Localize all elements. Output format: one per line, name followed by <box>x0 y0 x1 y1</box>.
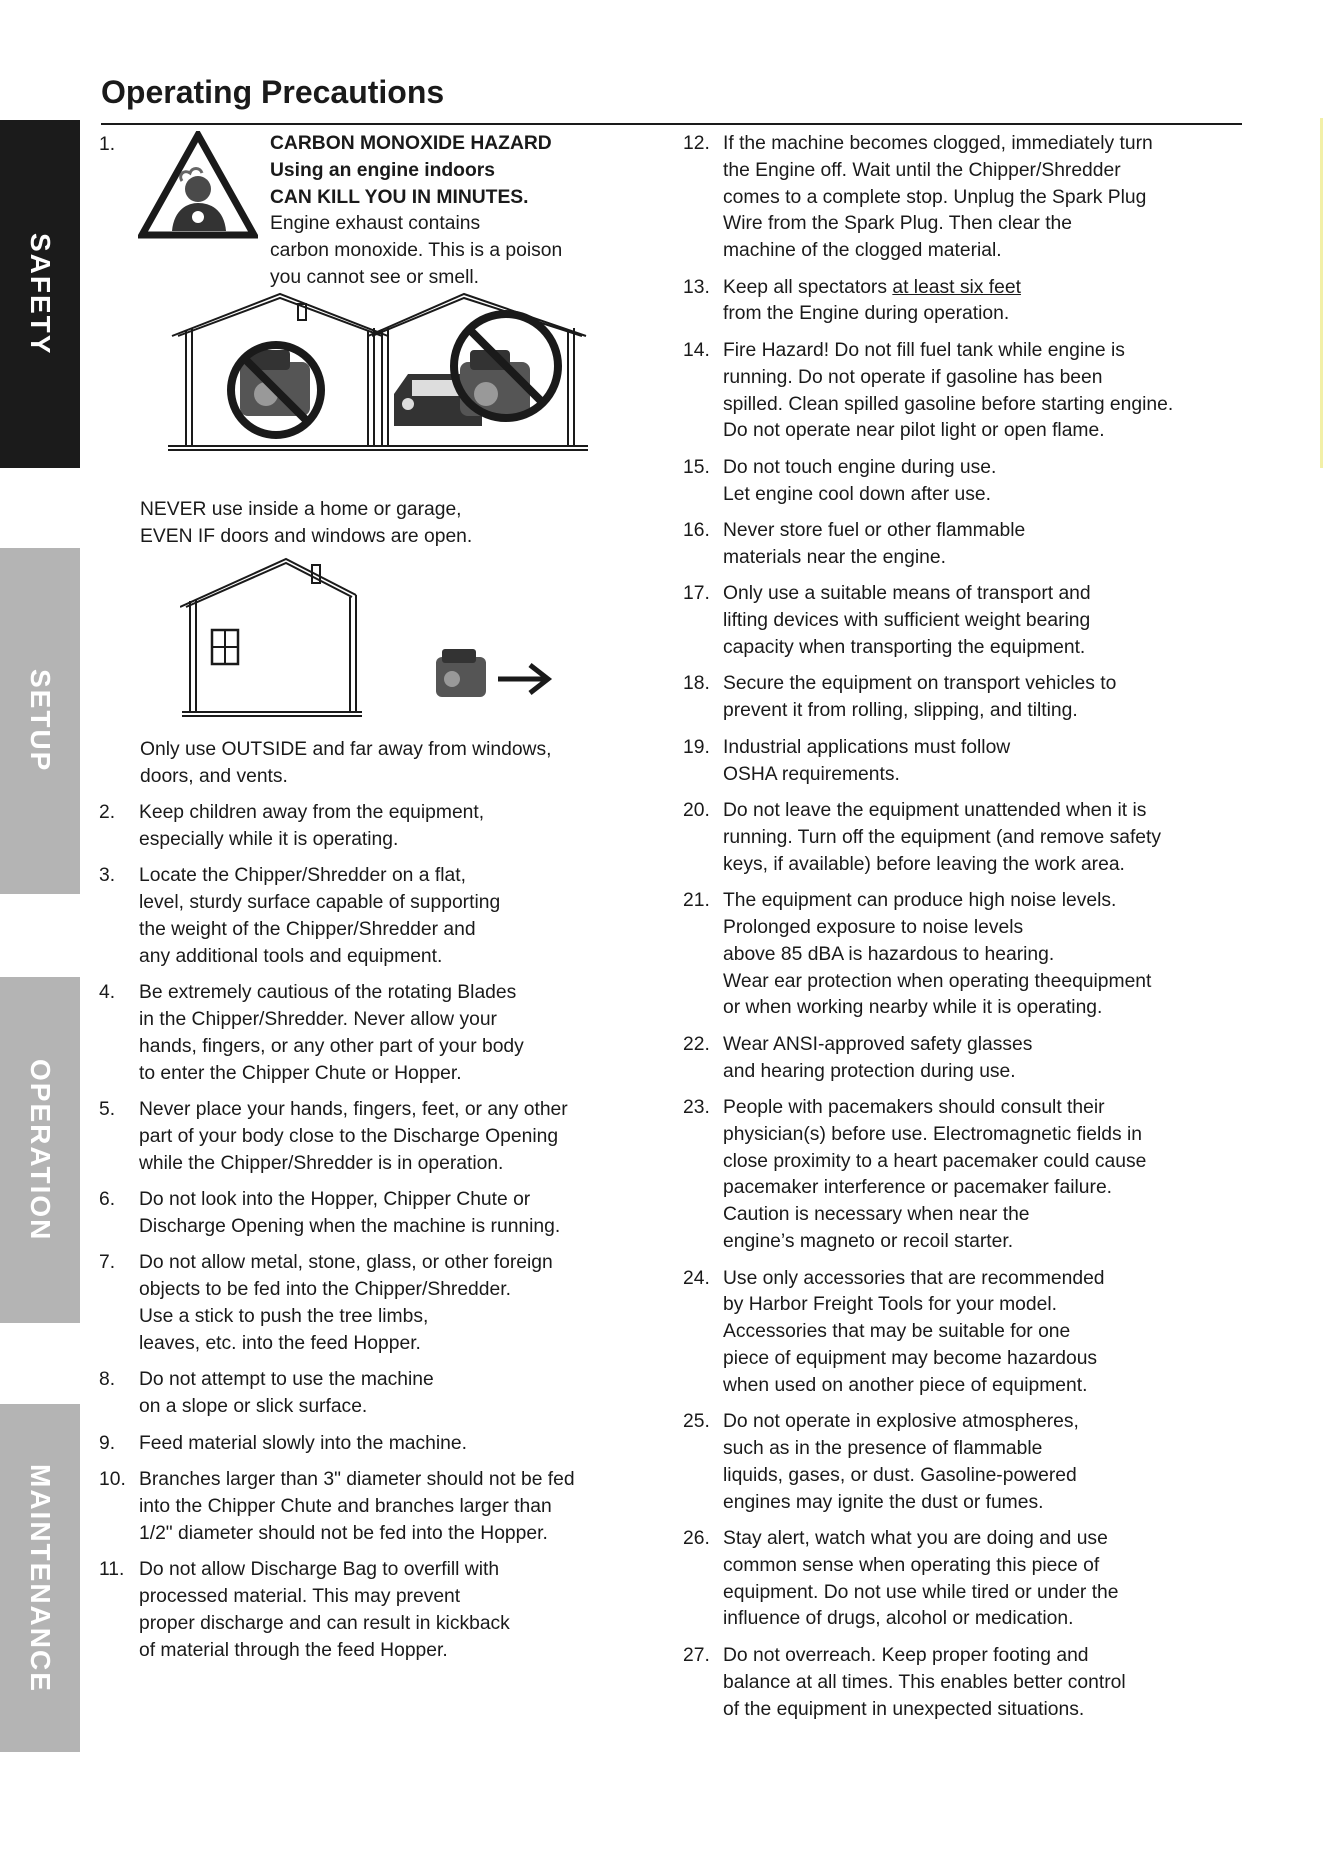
list-item <box>99 1187 659 1241</box>
item-number: 22. <box>683 1033 710 1055</box>
tab-safety <box>0 120 80 468</box>
item-line: piece of equipment may become hazardous <box>723 1347 1098 1369</box>
item-line: by Harbor Freight Tools for your model. <box>723 1294 1057 1316</box>
item-line: in the Chipper/Shredder. Never allow your <box>139 1008 497 1030</box>
list-item <box>683 1266 1243 1400</box>
item-line: physician(s) before use. Electromagnetic fields in <box>723 1123 1143 1145</box>
item-line: leaves, etc. into the feed Hopper. <box>139 1332 421 1354</box>
list-item <box>683 735 1243 789</box>
item-line: while the Chipper/Shredder is in operation. <box>139 1152 504 1174</box>
item-line: Accessories that may be suitable for one <box>723 1321 1071 1343</box>
list-item <box>683 1526 1243 1633</box>
list-item <box>683 518 1243 572</box>
hazard-body-line: carbon monoxide. This is a poison <box>270 240 563 262</box>
item-line: pacemaker interference or pacemaker failure. <box>723 1177 1113 1199</box>
item-line: on a slope or slick surface. <box>139 1396 368 1418</box>
tab-maintenance <box>0 1404 80 1752</box>
item-number: 19. <box>683 736 710 758</box>
list-item <box>683 1409 1243 1516</box>
item-line: Locate the Chipper/Shredder on a flat, <box>139 865 466 887</box>
list-item <box>683 131 1243 265</box>
never-indoors-caption <box>140 497 472 551</box>
item-line: The equipment can produce high noise levels. <box>723 890 1117 912</box>
item-line: If the machine becomes clogged, immediately turn <box>723 133 1153 154</box>
item-line: Feed material slowly into the machine. <box>139 1432 467 1454</box>
item-number: 24. <box>683 1267 710 1289</box>
item-line: level, sturdy surface capable of supporting <box>139 892 501 914</box>
item-line: Never place your hands, fingers, feet, or any other <box>139 1099 568 1121</box>
item-number: 13. <box>683 276 710 298</box>
title-rule <box>101 123 1242 125</box>
item-number: 9. <box>99 1432 116 1454</box>
item-line-text: Keep all spectators <box>723 276 893 298</box>
item-number: 2. <box>99 802 116 823</box>
left-precautions-list <box>99 800 659 1674</box>
list-item <box>683 1032 1243 1086</box>
hazard-heading: CARBON MONOXIDE HAZARD <box>270 133 552 154</box>
item-line: running. Turn off the equipment (and remove safety <box>723 826 1162 848</box>
tab-operation <box>0 977 80 1323</box>
item-number: 4. <box>99 982 116 1004</box>
caption-line: doors, and vents. <box>140 765 288 787</box>
item-line: Let engine cool down after use. <box>723 483 991 505</box>
item-line: running. Do not operate if gasoline has been <box>723 366 1103 388</box>
item-line: Stay alert, watch what you are doing and use <box>723 1528 1108 1550</box>
item-line: Branches larger than 3" diameter should not be fed <box>139 1469 575 1491</box>
item-line: keys, if available) before leaving the work area. <box>723 853 1125 875</box>
engine-icon <box>436 649 486 697</box>
item-line: above 85 dBA is hazardous to hearing. <box>723 943 1055 965</box>
item-line: Fire Hazard! Do not fill fuel tank while engine is <box>723 339 1125 361</box>
item-number: 14. <box>683 339 710 361</box>
item-line: the weight of the Chipper/Shredder and <box>139 918 476 940</box>
item-number: 7. <box>99 1252 116 1274</box>
item-line: from the Engine during operation. <box>723 303 1010 325</box>
item-line: comes to a complete stop. Unplug the Spark Plug <box>723 186 1147 208</box>
item-line: liquids, gases, or dust. Gasoline-powered <box>723 1464 1077 1486</box>
hazard-body-line: Engine exhaust contains <box>270 213 481 235</box>
item-number: 17. <box>683 583 710 605</box>
item-line: equipment. Do not use while tired or under the <box>723 1581 1119 1603</box>
item-number: 25. <box>683 1411 710 1433</box>
hazard-text <box>270 131 562 292</box>
outside-use-caption <box>140 737 551 791</box>
list-item <box>99 800 659 854</box>
list-item <box>99 980 659 1087</box>
list-item <box>99 863 659 970</box>
caption-line: EVEN IF doors and windows are open. <box>140 525 473 547</box>
item-number: 21. <box>683 890 710 912</box>
item-line: into the Chipper Chute and branches larger than <box>139 1495 552 1517</box>
page-title: Operating Precautions <box>101 74 445 110</box>
item-line: Do not operate near pilot light or open flame. <box>723 420 1105 442</box>
list-item <box>683 798 1243 878</box>
item-line: influence of drugs, alcohol or medication. <box>723 1608 1074 1630</box>
item-line: balance at all times. This enables better control <box>723 1671 1126 1693</box>
hazard-warning: CAN KILL YOU IN MINUTES. <box>270 186 529 208</box>
list-item <box>683 1095 1243 1256</box>
tab-safety-label: SAFETY <box>25 232 56 356</box>
item-number: 18. <box>683 673 710 695</box>
caption-line: NEVER use inside a home or garage, <box>140 499 462 520</box>
item-line: Do not operate in explosive atmospheres, <box>723 1411 1079 1433</box>
item-line: Keep children away from the equipment, <box>139 802 485 823</box>
item-line: objects to be fed into the Chipper/Shredder. <box>139 1279 511 1301</box>
list-item <box>99 1250 659 1357</box>
item-line: lifting devices with sufficient weight bearing <box>723 610 1091 632</box>
tab-setup-label: SETUP <box>25 669 56 773</box>
item-line: Use a stick to push the tree limbs, <box>139 1305 429 1327</box>
item-number: 20. <box>683 800 710 822</box>
item-line: engines may ignite the dust or fumes. <box>723 1491 1044 1513</box>
item-line: any additional tools and equipment. <box>139 945 443 967</box>
item-number: 3. <box>99 865 116 887</box>
item-line: Be extremely cautious of the rotating Blades <box>139 982 517 1004</box>
item-line: Wear ear protection when operating theequipment <box>723 970 1152 992</box>
hazard-subheading: Using an engine indoors <box>270 159 495 181</box>
item-line: Caution is necessary when near the <box>723 1204 1030 1226</box>
item-line: People with pacemakers should consult their <box>723 1097 1105 1119</box>
item-line: especially while it is operating. <box>139 828 399 850</box>
item-line: the Engine off. Wait until the Chipper/Shredder <box>723 159 1121 181</box>
item-line: of the equipment in unexpected situations. <box>723 1698 1085 1720</box>
list-item <box>683 888 1243 1022</box>
list-item <box>683 455 1243 509</box>
item-line: processed material. This may prevent <box>139 1585 461 1607</box>
item-line: close proximity to a heart pacemaker could cause <box>723 1150 1147 1172</box>
item-line: Never store fuel or other flammable <box>723 520 1026 542</box>
item-number: 10. <box>99 1469 126 1491</box>
item-number: 26. <box>683 1528 710 1550</box>
list-item <box>683 338 1243 445</box>
item-line: Wire from the Spark Plug. Then clear the <box>723 213 1073 235</box>
item-number: 16. <box>683 520 710 542</box>
list-item <box>99 1557 659 1664</box>
list-item <box>99 1431 659 1458</box>
carbon-monoxide-warning-icon <box>138 131 258 239</box>
underlined-distance: at least six feet <box>892 276 1021 298</box>
item-line: Do not leave the equipment unattended when it is <box>723 800 1147 822</box>
item-line: engine’s magneto or recoil starter. <box>723 1231 1014 1253</box>
item-line: Do not allow metal, stone, glass, or other foreign <box>139 1252 553 1274</box>
outdoor-use-illustration <box>180 555 600 720</box>
item-line: of material through the feed Hopper. <box>139 1639 448 1661</box>
item-line: prevent it from rolling, slipping, and tilting. <box>723 700 1078 722</box>
no-indoor-use-illustration <box>168 290 588 460</box>
list-item <box>99 1097 659 1177</box>
list-item <box>683 275 1243 329</box>
caption-line: Only use OUTSIDE and far away from windows, <box>140 739 552 760</box>
item-line: Do not overreach. Keep proper footing and <box>723 1644 1089 1666</box>
item-number: 12. <box>683 133 710 154</box>
item-line: Only use a suitable means of transport and <box>723 583 1091 605</box>
item-line: capacity when transporting the equipment. <box>723 636 1086 658</box>
list-item <box>683 671 1243 725</box>
item-number: 27. <box>683 1644 710 1666</box>
item-line: proper discharge and can result in kickback <box>139 1612 510 1634</box>
item-line: or when working nearby while it is operating. <box>723 997 1103 1019</box>
item-line: common sense when operating this piece of <box>723 1554 1100 1576</box>
item-line <box>723 275 1243 302</box>
item-line: Do not touch engine during use. <box>723 456 997 478</box>
arrow-right-icon <box>498 665 548 693</box>
item-line: materials near the engine. <box>723 546 946 568</box>
right-precautions-list <box>683 131 1243 1733</box>
item-line: Do not attempt to use the machine <box>139 1369 434 1391</box>
item-number: 23. <box>683 1097 710 1119</box>
item-line: OSHA requirements. <box>723 763 900 785</box>
item-line: part of your body close to the Discharge Opening <box>139 1125 559 1147</box>
hazard-body-line: you cannot see or smell. <box>270 266 479 288</box>
tab-maintenance-label: MAINTENANCE <box>25 1463 56 1693</box>
item-line: spilled. Clean spilled gasoline before starting engine. <box>723 393 1174 415</box>
item-number: 6. <box>99 1189 116 1211</box>
tab-setup <box>0 548 80 894</box>
item-line: Secure the equipment on transport vehicles to <box>723 673 1117 695</box>
item-line: Discharge Opening when the machine is running. <box>139 1215 561 1237</box>
tab-operation-label: OPERATION <box>25 1058 56 1242</box>
item-line: machine of the clogged material. <box>723 240 1002 262</box>
item-line: Industrial applications must follow <box>723 736 1011 758</box>
item-number: 15. <box>683 456 710 478</box>
list-item <box>683 1643 1243 1723</box>
house-icon <box>180 559 362 716</box>
item-number: 11. <box>99 1559 125 1581</box>
item-line: Prolonged exposure to noise levels <box>723 916 1024 938</box>
list-item <box>99 1367 659 1421</box>
item-number: 5. <box>99 1099 116 1121</box>
item-line: 1/2" diameter should not be fed into the Hopper. <box>139 1522 548 1544</box>
item-line: when used on another piece of equipment. <box>723 1374 1088 1396</box>
item-line: Do not look into the Hopper, Chipper Chute or <box>139 1189 531 1211</box>
list-item <box>99 1467 659 1547</box>
item-line: Use only accessories that are recommended <box>723 1267 1105 1289</box>
item-line: Do not allow Discharge Bag to overfill with <box>139 1559 500 1581</box>
item-number-1: 1. <box>99 134 116 155</box>
item-line: to enter the Chipper Chute or Hopper. <box>139 1062 462 1084</box>
item-line: and hearing protection during use. <box>723 1060 1016 1082</box>
item-number: 8. <box>99 1369 116 1391</box>
item-line: such as in the presence of flammable <box>723 1438 1043 1459</box>
list-item <box>683 581 1243 661</box>
item-line: Wear ANSI-approved safety glasses <box>723 1033 1033 1055</box>
item-line: hands, fingers, or any other part of your body <box>139 1035 524 1057</box>
